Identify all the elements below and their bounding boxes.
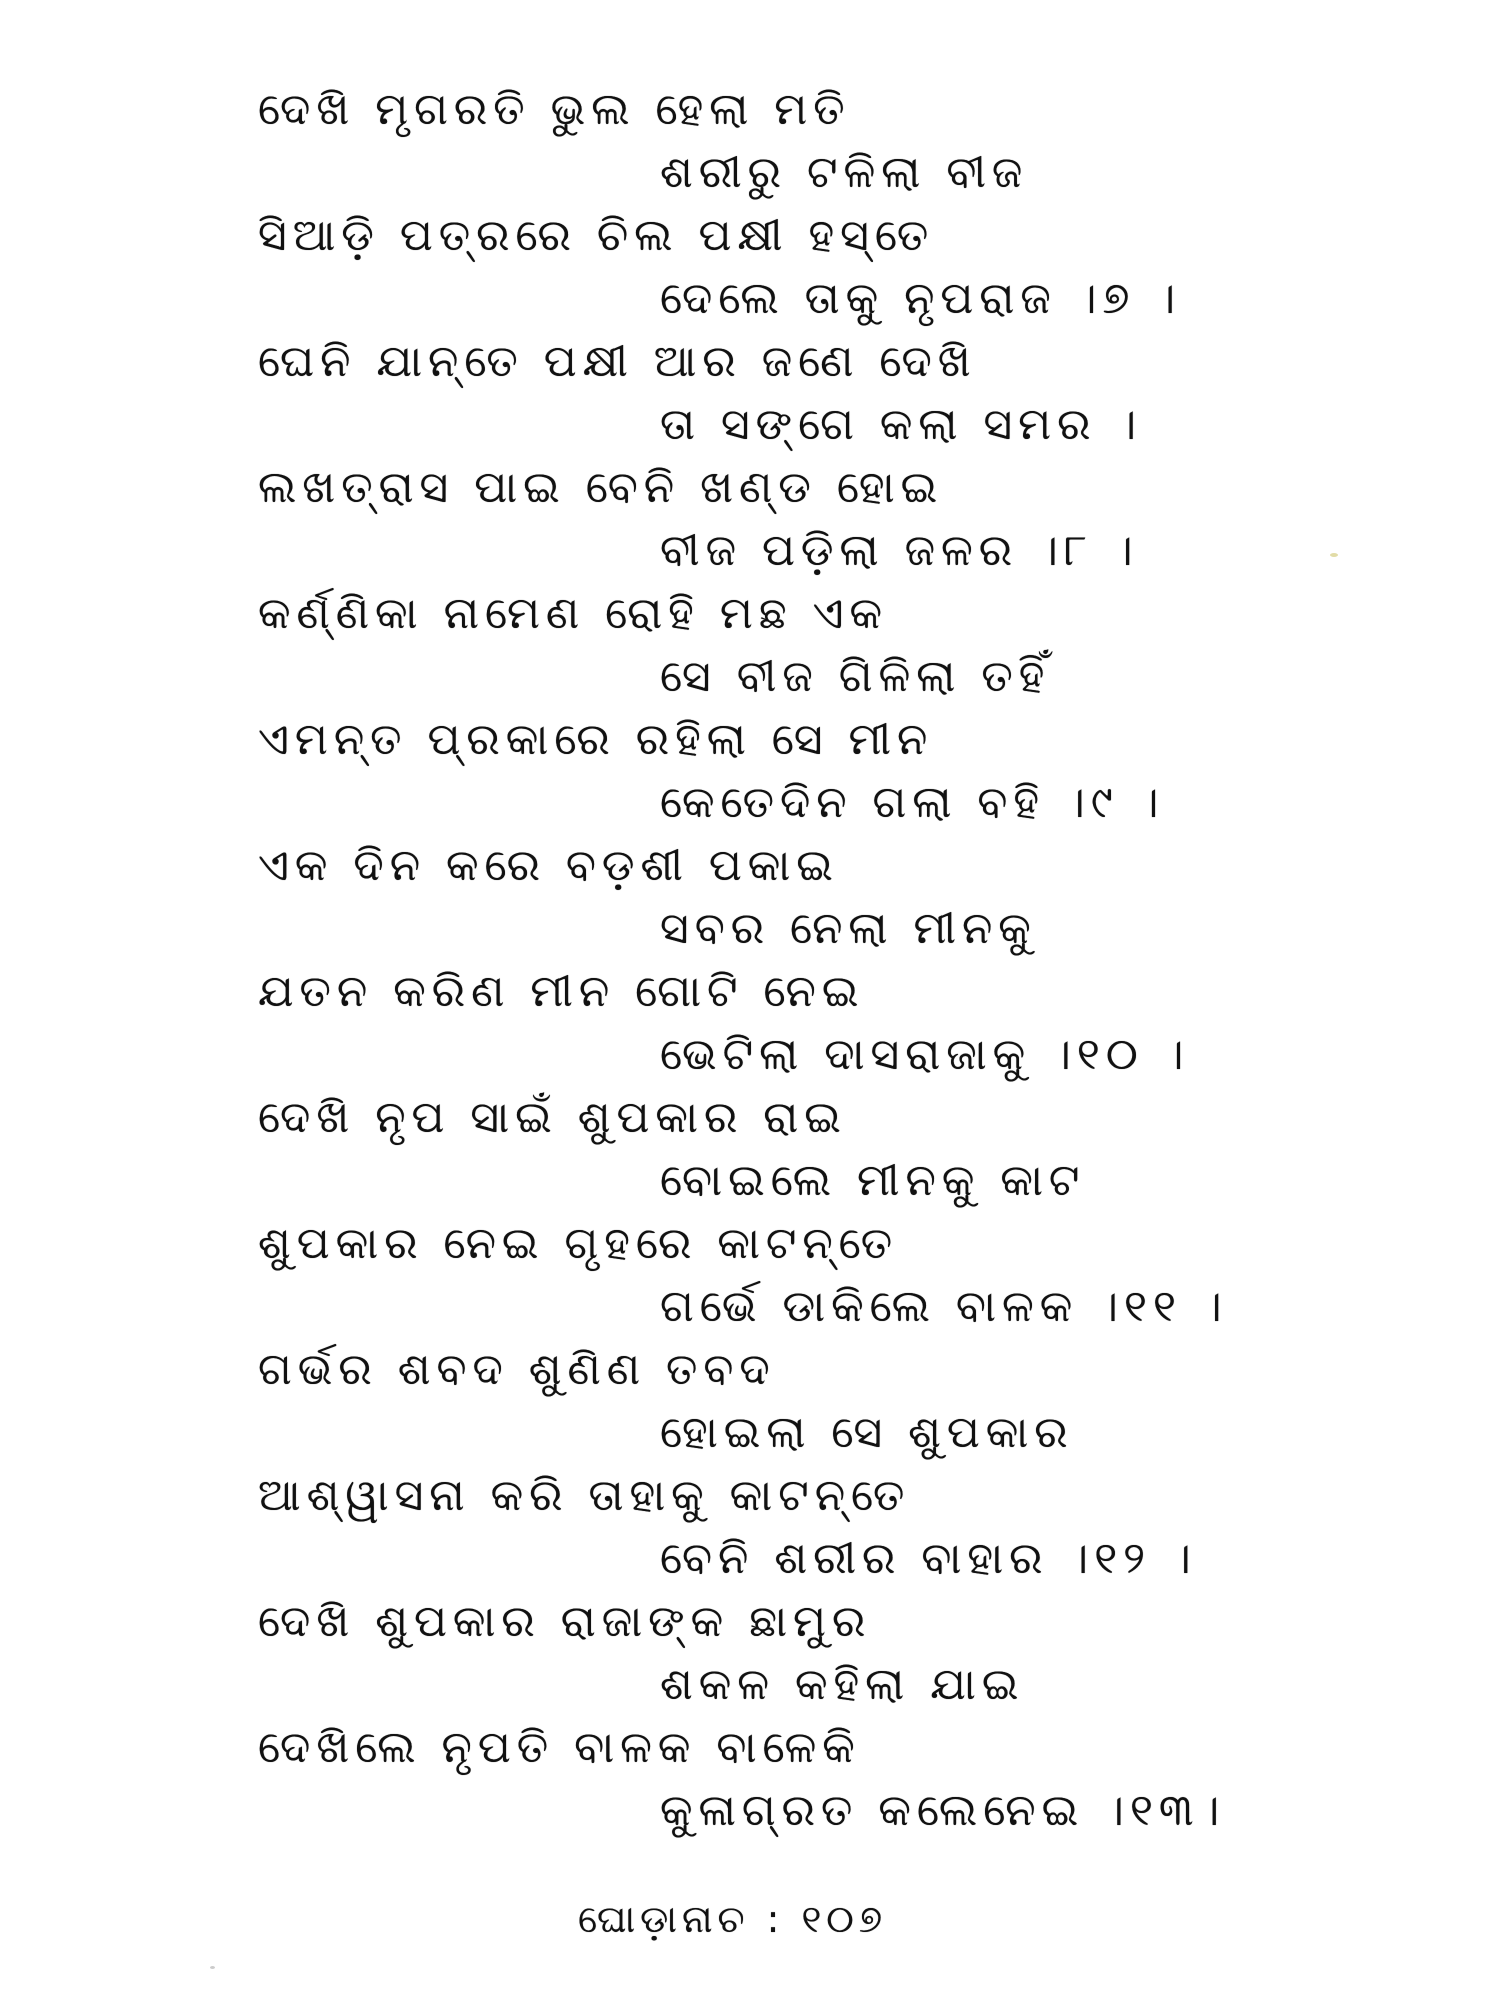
verse-line: ବୀଜ ପଡ଼ିଲା ଜଳର ।୮ । bbox=[660, 525, 1139, 576]
verse-line: ବେନି ଶରୀର ବାହାର ।୧୨ । bbox=[660, 1533, 1197, 1584]
verse-line: କେତେଦିନ ଗଲା ବହି ।୯ । bbox=[660, 777, 1165, 828]
verse-line: ଲଖତ୍ରାସ ପାଇ ବେନି ଖଣ୍ଡ ହୋଇ bbox=[258, 462, 944, 513]
verse-line: ଶୁପକାର ନେଇ ଗୃହରେ କାଟନ୍ତେ bbox=[258, 1218, 899, 1269]
verse-line: ଭେଟିଲା ଦାସରାଜାକୁ ।୧୦ । bbox=[660, 1029, 1190, 1080]
verse-line: ଦେଖି ନୃପ ସାଇଁ ଶୁପକାର ରାଇ bbox=[258, 1092, 847, 1143]
verse-line: ସିଆଡ଼ି ପତ୍ରରେ ଚିଲ ପକ୍ଷୀ ହସ୍ତେ bbox=[258, 210, 935, 261]
verse-line: ଦେଖି ମୃଗରତି ଭୁଲ ହେଲା ମତି bbox=[258, 84, 851, 135]
verse-line: ବୋଇଲେ ମୀନକୁ କାଟ bbox=[660, 1155, 1086, 1206]
verse-line: ସବର ନେଲା ମୀନକୁ bbox=[660, 903, 1037, 954]
verse-line: ଦେଖି ଶୁପକାର ରାଜାଙ୍କ ଛାମୁର bbox=[258, 1596, 872, 1647]
verse-line: କୁଳାଗ୍ରତ କଲେନେଇ ।୧୩। bbox=[660, 1785, 1226, 1836]
verse-line: ଘେନି ଯାନ୍ତେ ପକ୍ଷୀ ଆର ଜଣେ ଦେଖି bbox=[258, 336, 977, 387]
verse-line: ଏମନ୍ତ ପ୍ରକାରେ ରହିଲା ସେ ମୀନ bbox=[258, 714, 934, 765]
verse-line: ଗର୍ଭେ ଡାକିଲେ ବାଳକ ।୧୧ । bbox=[660, 1281, 1228, 1332]
verse-line: ଦେଖିଲେ ନୃପତି ବାଳକ ବାଳେକି bbox=[258, 1722, 861, 1773]
verse-line: ଶକଳ କହିଲା ଯାଇ bbox=[660, 1659, 1025, 1710]
verse-line: ଆଶ୍ୱାସନା କରି ତାହାକୁ କାଟନ୍ତେ bbox=[258, 1470, 911, 1521]
verse-line: ଦେଲେ ତାକୁ ନୃପରାଜ ।୭ । bbox=[660, 273, 1182, 324]
verse-line: ହୋଇଲା ସେ ଶୁପକାର bbox=[660, 1407, 1074, 1458]
verse-line: ଶରୀରୁ ଟଳିଲା ବୀଜ bbox=[660, 147, 1029, 198]
verse-line: ଏକ ଦିନ କରେ ବଡ଼ଶୀ ପକାଇ bbox=[258, 840, 839, 891]
verse-line: ତା ସଙ୍ଗେ କଲା ସମର । bbox=[660, 399, 1143, 450]
paper-speck bbox=[1330, 553, 1338, 557]
verse-line: ଗର୍ଭର ଶବଦ ଶୁଣିଣ ତବଦ bbox=[258, 1344, 776, 1395]
page-footer-title: ଘୋଡ଼ାନାଚ : ୧୦୭ bbox=[578, 1897, 888, 1941]
verse-line: ଯତନ କରିଣ ମୀନ ଗୋଟି ନେଇ bbox=[258, 966, 865, 1017]
paper-speck bbox=[210, 1966, 215, 1969]
verse-line: ସେ ବୀଜ ଗିଳିଲା ତହିଁ bbox=[660, 651, 1051, 702]
verse-line: କର୍ଣ୍ଣିକା ନାମେଣ ରୋହି ମଛ ଏକ bbox=[258, 588, 889, 639]
